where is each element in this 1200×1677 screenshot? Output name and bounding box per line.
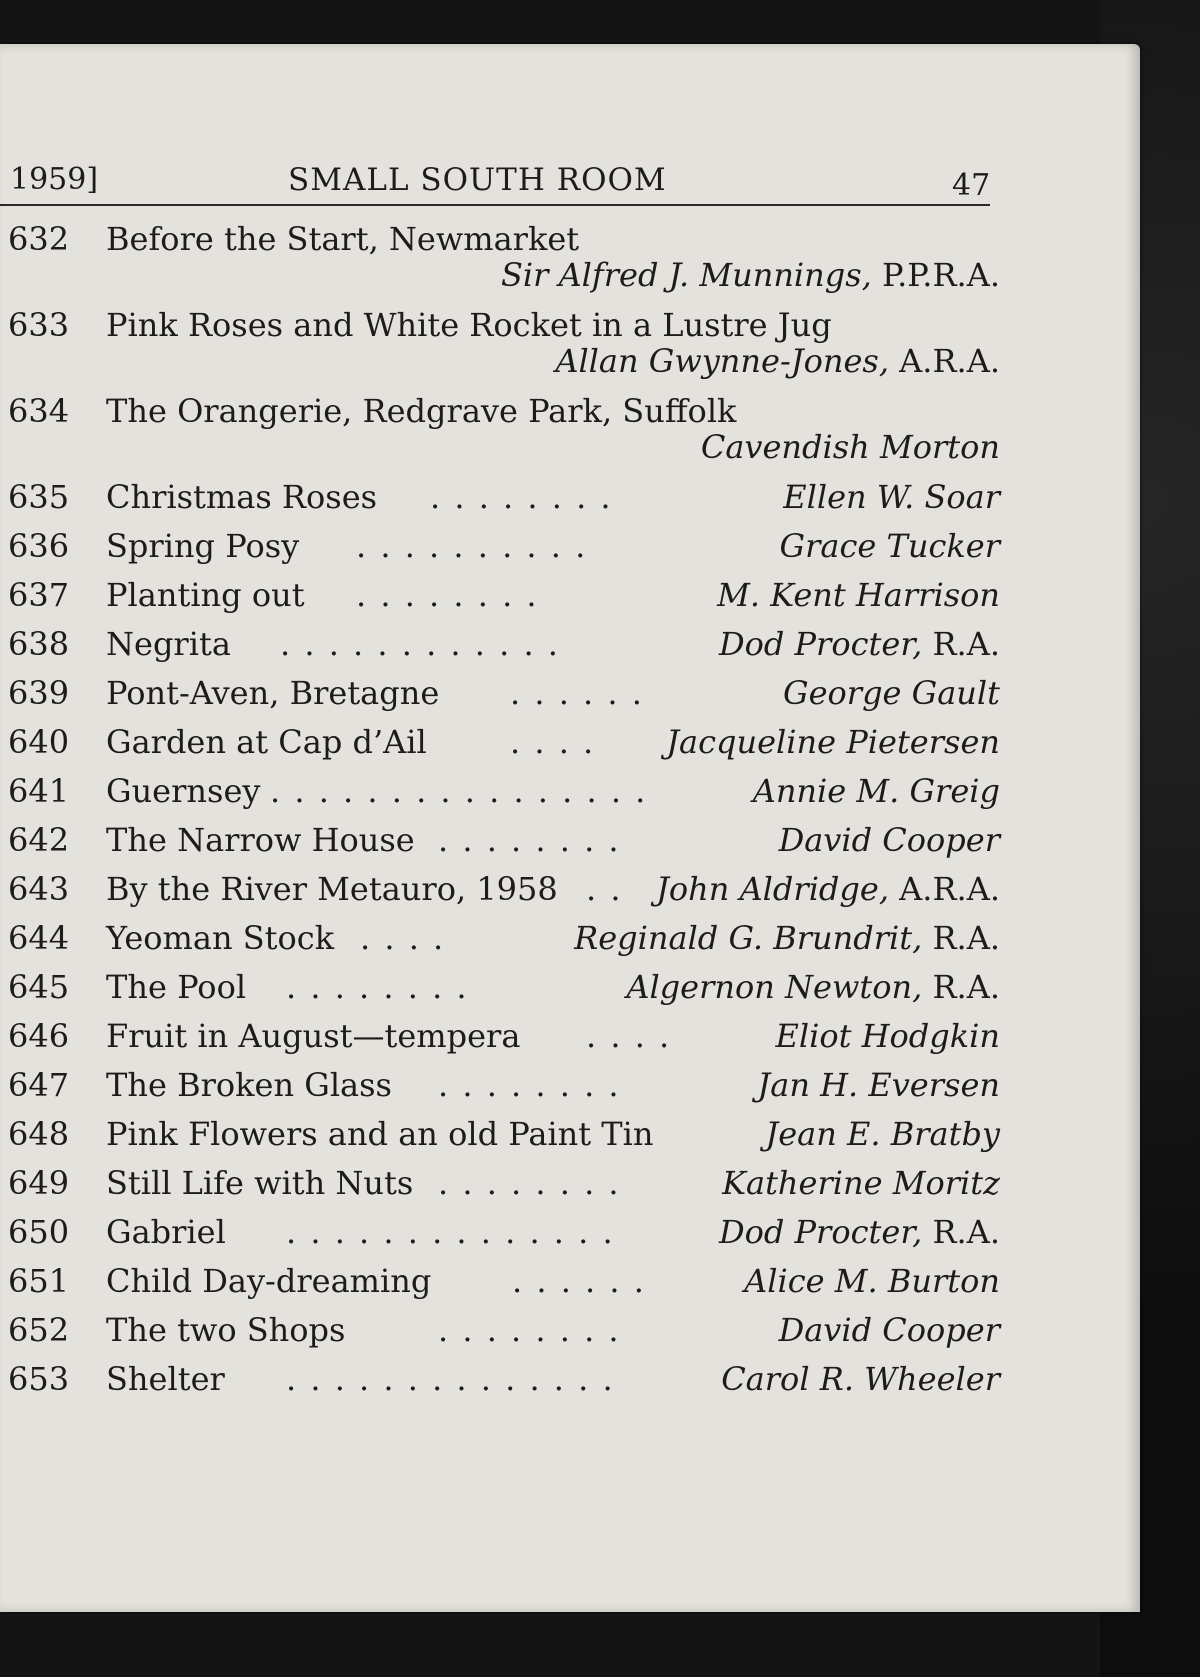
catalogue-entry <box>0 670 1010 719</box>
entry-title: Pont-Aven, Bretagne <box>106 674 440 712</box>
entry-number: 640 <box>8 723 70 761</box>
leader-dots: . . <box>586 870 623 908</box>
page-number: 47 <box>952 168 991 203</box>
catalogue-entry <box>0 523 1010 572</box>
catalogue-page <box>0 44 1140 1612</box>
header-year: 1959] <box>10 162 99 197</box>
artist-suffix: R.A. <box>922 968 1000 1006</box>
artist-name: Jacqueline Pietersen <box>666 723 1000 761</box>
entry-number: 643 <box>8 870 70 908</box>
entry-artist <box>757 1066 1000 1104</box>
entry-artist <box>574 919 1000 957</box>
entry-number: 645 <box>8 968 70 1006</box>
catalogue-entry <box>0 1209 1010 1258</box>
entry-title: Planting out <box>106 576 305 614</box>
entry-artist <box>626 968 1000 1006</box>
catalogue-entry <box>0 302 1010 388</box>
entry-number: 652 <box>8 1311 70 1349</box>
entry-title: The Pool <box>106 968 247 1006</box>
leader-dots: . . . . . . . . <box>438 821 621 859</box>
catalogue-entry <box>0 817 1010 866</box>
catalogue-entry <box>0 719 1010 768</box>
leader-dots: . . . . . . . . <box>438 1311 621 1349</box>
entry-number: 653 <box>8 1360 70 1398</box>
artist-name: Jean E. Bratby <box>765 1115 1000 1153</box>
leader-dots: . . . . . . . . . . . . . . . . <box>270 772 648 810</box>
entry-number: 651 <box>8 1262 70 1300</box>
entry-artist <box>701 428 1000 466</box>
entry-title: The Orangerie, Redgrave Park, Suffolk <box>106 392 737 430</box>
artist-suffix: P.P.R.A. <box>871 256 1000 294</box>
entry-title: Child Day-dreaming <box>106 1262 432 1300</box>
entry-number: 648 <box>8 1115 70 1153</box>
catalogue-entry <box>0 1111 1010 1160</box>
catalogue-entry <box>0 621 1010 670</box>
entry-artist <box>656 870 1000 908</box>
catalogue-entry <box>0 572 1010 621</box>
leader-dots: . . . . . . . . . . . . . . <box>286 1360 615 1398</box>
catalogue-entry <box>0 866 1010 915</box>
leader-dots: . . . . . . . . . . . . <box>280 625 560 663</box>
entry-title: The Broken Glass <box>106 1066 392 1104</box>
entry-number: 633 <box>8 306 70 344</box>
artist-name: David Cooper <box>778 1311 1000 1349</box>
entry-artist <box>753 772 1000 810</box>
entry-number: 635 <box>8 478 70 516</box>
entry-title: Before the Start, Newmarket <box>106 220 580 258</box>
entry-artist <box>744 1262 1000 1300</box>
entry-number: 638 <box>8 625 70 663</box>
entry-artist <box>722 1164 1000 1202</box>
entry-number: 642 <box>8 821 70 859</box>
catalogue-entry <box>0 964 1010 1013</box>
leader-dots: . . . . . . . . <box>430 478 613 516</box>
artist-name: M. Kent Harrison <box>717 576 1000 614</box>
catalogue-entry <box>0 1258 1010 1307</box>
catalogue-entry <box>0 768 1010 817</box>
entry-number: 644 <box>8 919 70 957</box>
entry-artist <box>666 723 1000 761</box>
leader-dots: . . . . . . . . . . . . . . <box>286 1213 615 1251</box>
entry-artist <box>501 256 1000 294</box>
artist-name: Grace Tucker <box>779 527 1000 565</box>
leader-dots: . . . . . . <box>512 1262 646 1300</box>
artist-name: Dod Procter, <box>718 1213 923 1251</box>
entry-number: 641 <box>8 772 70 810</box>
leader-dots: . . . . . . . . <box>438 1164 621 1202</box>
entry-title: Fruit in August—tempera <box>106 1017 521 1055</box>
artist-name: Cavendish Morton <box>700 428 1000 466</box>
entry-title: Pink Roses and White Rocket in a Lustre Jug <box>106 306 832 344</box>
entry-title: Still Life with Nuts <box>106 1164 414 1202</box>
catalogue-entry <box>0 1356 1010 1405</box>
entry-title: The two Shops <box>106 1311 346 1349</box>
artist-suffix: R.A. <box>922 919 1000 957</box>
entry-title: Negrita <box>106 625 231 663</box>
artist-name: Katherine Moritz <box>722 1164 1000 1202</box>
entry-artist <box>783 674 1000 712</box>
catalogue-entries <box>0 216 1010 1405</box>
artist-name: Dod Procter, <box>718 625 923 663</box>
artist-name: Reginald G. Brundrit, <box>574 919 923 957</box>
artist-name: Annie M. Greig <box>752 772 1000 810</box>
entry-number: 637 <box>8 576 70 614</box>
artist-name: Algernon Newton, <box>626 968 923 1006</box>
entry-title: Guernsey <box>106 772 261 810</box>
catalogue-entry <box>0 1160 1010 1209</box>
entry-artist <box>719 1213 1000 1251</box>
entry-number: 632 <box>8 220 70 258</box>
catalogue-entry <box>0 388 1010 474</box>
artist-name: Ellen W. Soar <box>783 478 1000 516</box>
catalogue-entry <box>0 1062 1010 1111</box>
entry-title: Garden at Cap d’Ail <box>106 723 427 761</box>
artist-name: Eliot Hodgkin <box>775 1017 1000 1055</box>
leader-dots: . . . . . . . . <box>438 1066 621 1104</box>
artist-name: George Gault <box>783 674 1000 712</box>
header-title: SMALL SOUTH ROOM <box>288 162 667 198</box>
entry-number: 650 <box>8 1213 70 1251</box>
entry-number: 647 <box>8 1066 70 1104</box>
artist-name: John Aldridge, <box>656 870 889 908</box>
artist-suffix: R.A. <box>922 625 1000 663</box>
catalogue-entry <box>0 1013 1010 1062</box>
leader-dots: . . . . <box>360 919 446 957</box>
leader-dots: . . . . . . <box>510 674 644 712</box>
entry-artist <box>765 1115 1000 1153</box>
entry-artist <box>779 1311 1000 1349</box>
entry-artist <box>717 576 1000 614</box>
artist-name: David Cooper <box>778 821 1000 859</box>
catalogue-entry <box>0 474 1010 523</box>
page-header <box>0 152 990 206</box>
leader-dots: . . . . <box>510 723 596 761</box>
leader-dots: . . . . . . . . . . <box>356 527 588 565</box>
artist-suffix: A.R.A. <box>889 870 1000 908</box>
artist-name: Allan Gwynne-Jones, <box>555 342 889 380</box>
artist-suffix: A.R.A. <box>889 342 1000 380</box>
entry-artist <box>776 1017 1001 1055</box>
catalogue-entry <box>0 1307 1010 1356</box>
entry-number: 634 <box>8 392 70 430</box>
catalogue-entry <box>0 915 1010 964</box>
entry-artist <box>721 1360 1000 1398</box>
entry-number: 646 <box>8 1017 70 1055</box>
artist-name: Jan H. Eversen <box>757 1066 1000 1104</box>
entry-title: Yeoman Stock <box>106 919 335 957</box>
entry-title: By the River Metauro, 1958 <box>106 870 558 908</box>
entry-artist <box>719 625 1000 663</box>
leader-dots: . . . . . . . . <box>356 576 539 614</box>
entry-title: Pink Flowers and an old Paint Tin <box>106 1115 654 1153</box>
entry-artist <box>783 478 1000 516</box>
catalogue-entry <box>0 216 1010 302</box>
leader-dots: . . . . <box>586 1017 672 1055</box>
entry-title: The Narrow House <box>106 821 415 859</box>
entry-title: Spring Posy <box>106 527 300 565</box>
entry-artist <box>780 527 1000 565</box>
entry-number: 639 <box>8 674 70 712</box>
entry-artist <box>555 342 1000 380</box>
artist-name: Sir Alfred J. Munnings, <box>500 256 872 294</box>
entry-number: 649 <box>8 1164 70 1202</box>
entry-title: Christmas Roses <box>106 478 378 516</box>
leader-dots: . . . . . . . . <box>286 968 469 1006</box>
entry-artist <box>779 821 1000 859</box>
artist-suffix: R.A. <box>922 1213 1000 1251</box>
artist-name: Alice M. Burton <box>744 1262 1000 1300</box>
entry-title: Gabriel <box>106 1213 226 1251</box>
entry-title: Shelter <box>106 1360 225 1398</box>
artist-name: Carol R. Wheeler <box>721 1360 1000 1398</box>
entry-number: 636 <box>8 527 70 565</box>
